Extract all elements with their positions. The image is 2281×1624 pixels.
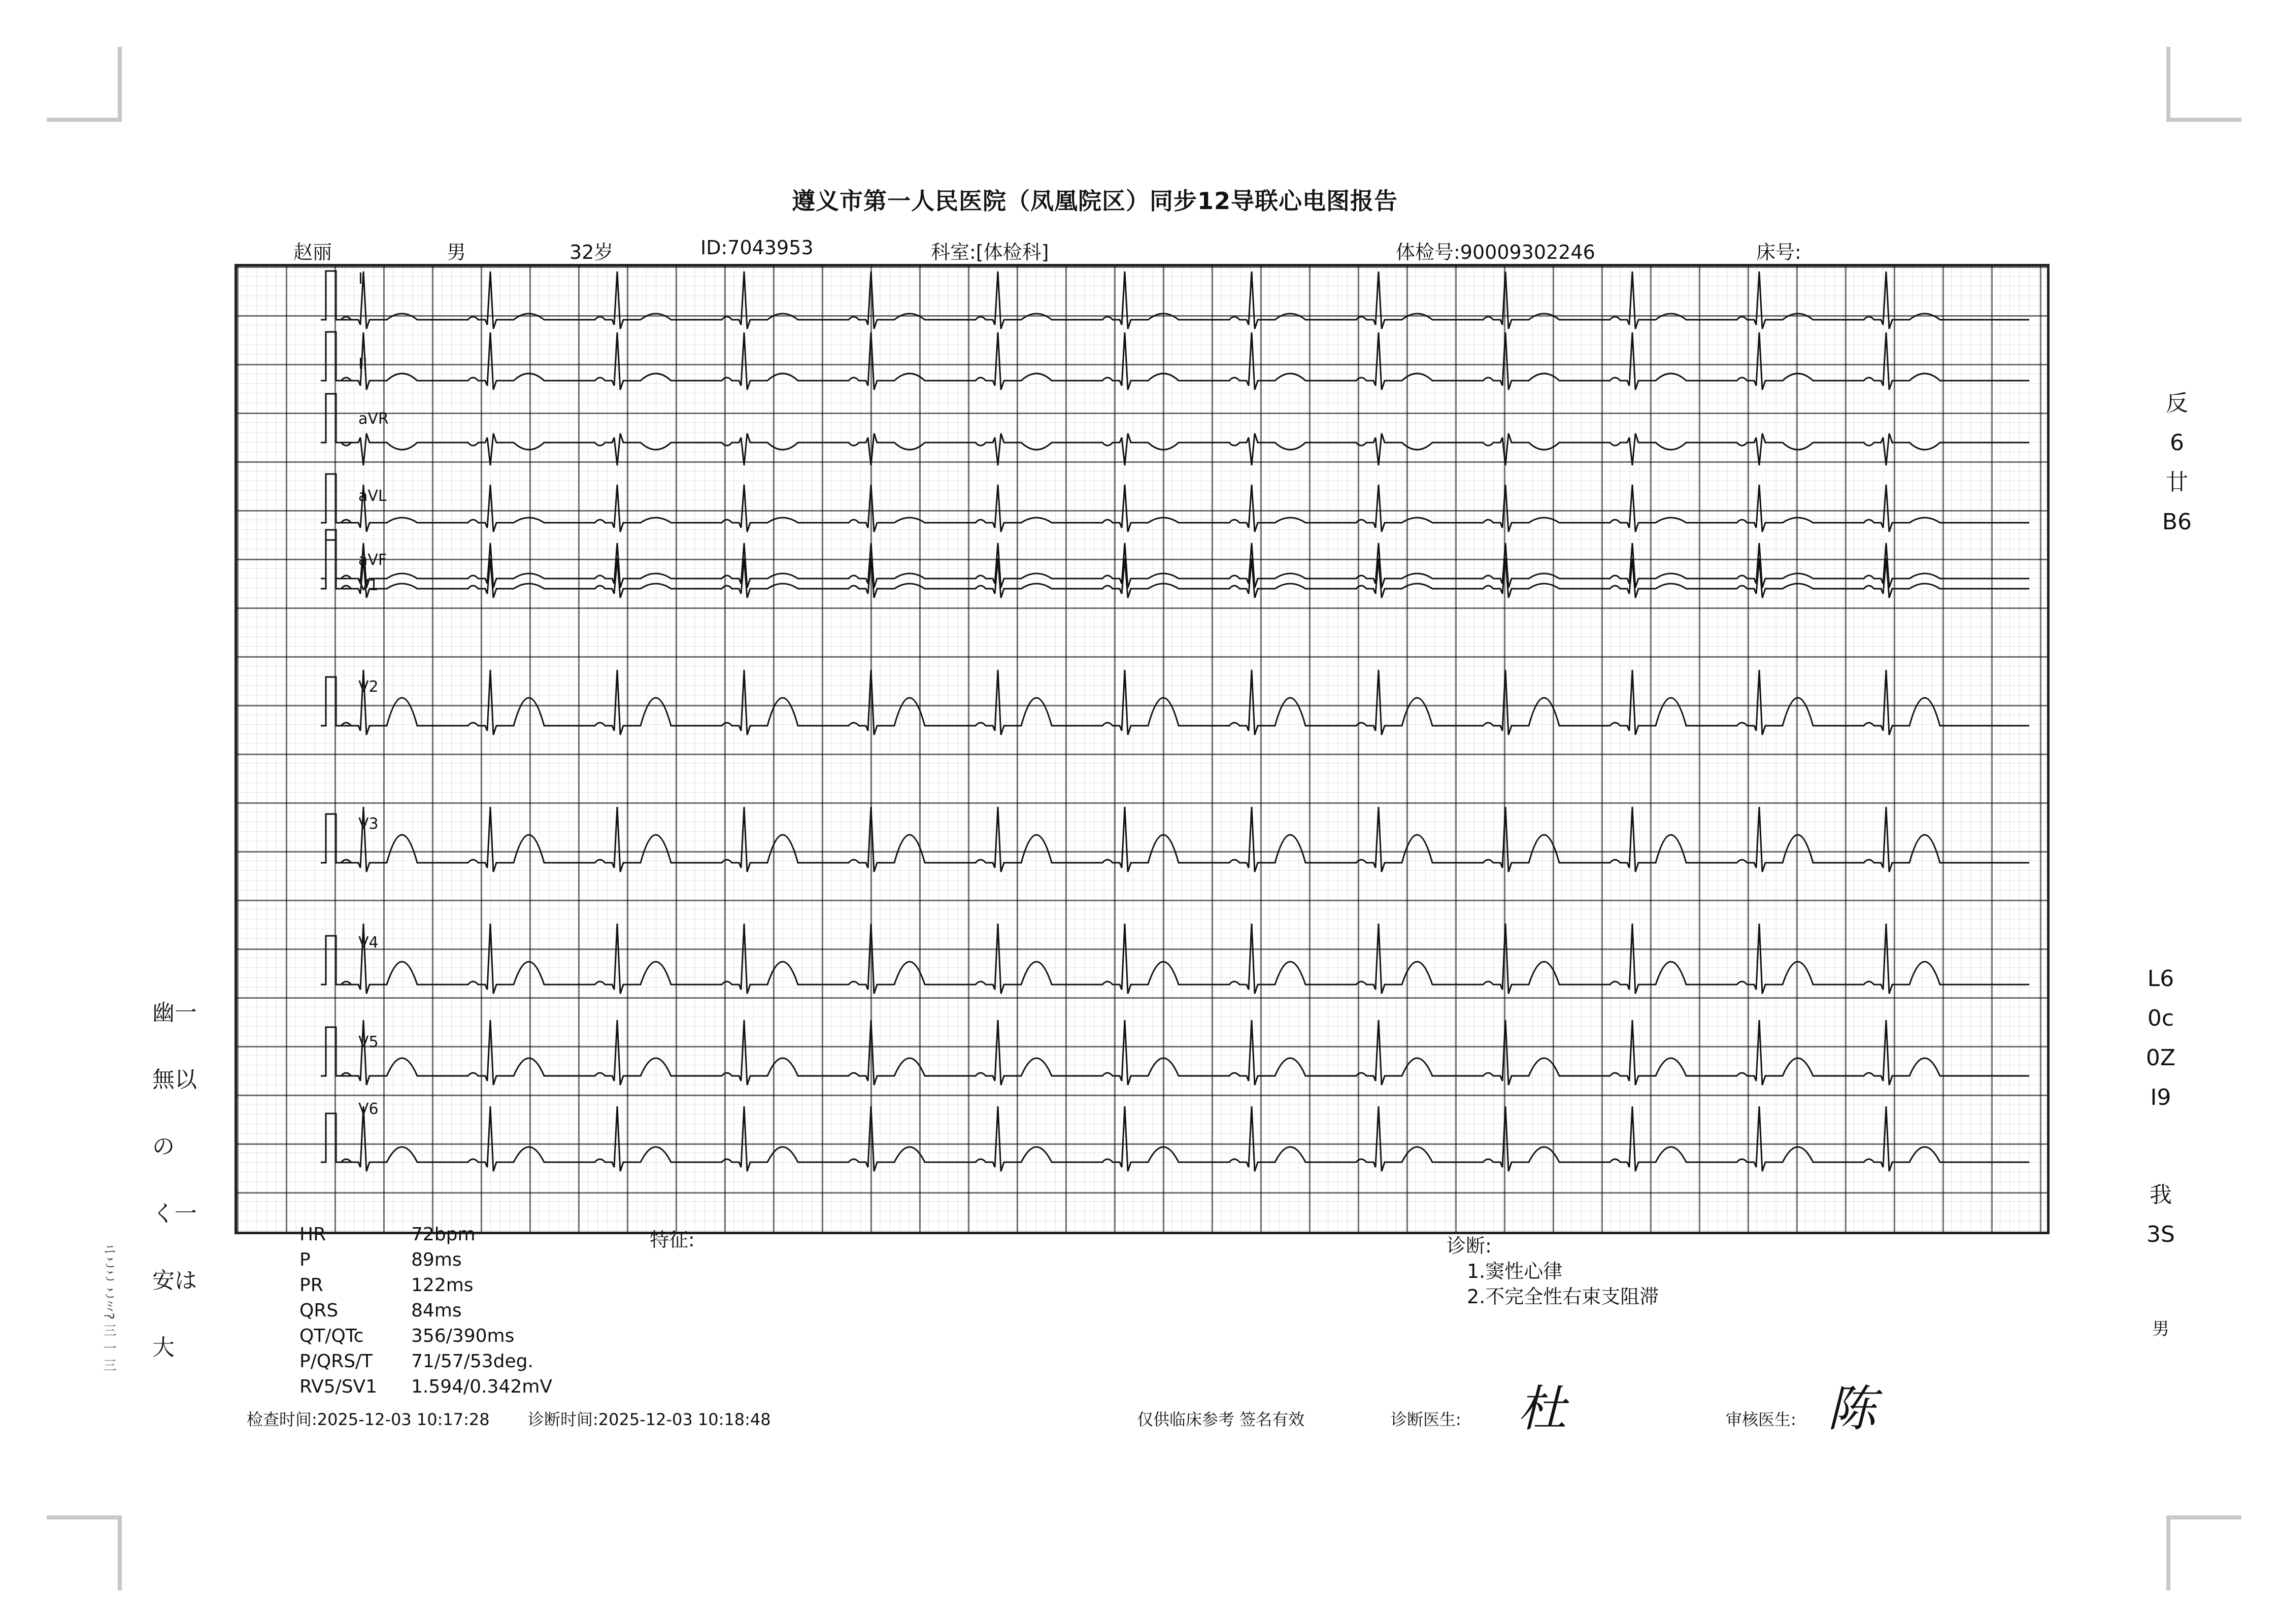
margin-notes-left-small: ニここ こミ? 三 一 三 — [101, 1242, 116, 1372]
margin-notes-left: 幽一 無以 の く一 安は 大 — [152, 1000, 197, 1361]
measurement-row: QT/QTc 356/390ms — [299, 1326, 515, 1346]
ecg-lead-trace — [341, 433, 2029, 465]
patient-name: 赵丽 — [293, 241, 332, 263]
lead-label-ii: II — [358, 355, 367, 373]
measurement-row: P 89ms — [299, 1249, 462, 1270]
diagnosing-doctor-signature: 杜 — [1518, 1380, 1566, 1437]
lead-label-v5: V5 — [358, 1033, 379, 1051]
calibration-pulse — [321, 271, 351, 320]
measurement-row: RV5/SV1 1.594/0.342mV — [299, 1376, 552, 1397]
patient-age: 32岁 — [569, 241, 614, 263]
lead-label-avf: aVF — [358, 551, 387, 569]
bed-number-label: 床号: — [1756, 241, 1801, 263]
calibration-pulse — [321, 1027, 351, 1076]
calibration-pulse — [321, 474, 351, 523]
scan-corner-top-left — [47, 47, 122, 122]
calibration-pulse — [321, 814, 351, 863]
diagnosis-block — [1447, 1233, 1659, 1309]
scan-corner-bottom-right — [2166, 1515, 2241, 1591]
margin-notes-right-low: 我 3S — [2146, 1182, 2175, 1247]
scan-corner-top-right — [2166, 47, 2241, 122]
measurement-row: HR 72bpm — [299, 1224, 476, 1245]
features-label: 特征: — [650, 1229, 695, 1251]
ecg-traces — [234, 264, 2050, 1234]
diagnosing-doctor-label: 诊断医生: — [1391, 1410, 1461, 1429]
margin-notes-right-top: 反 6 廿 B6 — [2162, 390, 2192, 535]
ecg-lead-trace — [341, 670, 2029, 735]
diagnosis-label: 诊断: — [1447, 1235, 1492, 1257]
measurement-row: PR 122ms — [299, 1275, 474, 1296]
margin-note-right-bottom: 男 — [2152, 1319, 2169, 1339]
measurement-row: QRS 84ms — [299, 1300, 462, 1321]
exam-number: 体检号:90009302246 — [1396, 241, 1595, 263]
lead-label-avl: aVL — [358, 487, 387, 505]
margin-notes-right-mid: L6 0c 0Z I9 — [2145, 966, 2176, 1110]
calibration-pulse — [321, 332, 351, 381]
ecg-lead-trace — [341, 485, 2029, 532]
exam-time: 检查时间:2025-12-03 10:17:28 — [247, 1410, 490, 1429]
ecg-lead-trace — [341, 272, 2029, 329]
ecg-lead-trace — [341, 1020, 2029, 1085]
report-title: 遵义市第一人民医院（凤凰院区）同步12导联心电图报告 — [792, 187, 1398, 215]
lead-label-v6: V6 — [358, 1100, 379, 1118]
lead-label-v2: V2 — [358, 678, 379, 696]
ecg-lead-trace — [341, 332, 2029, 390]
diagnosis-time: 诊断时间:2025-12-03 10:18:48 — [528, 1410, 771, 1429]
patient-sex: 男 — [447, 241, 466, 263]
calibration-pulse — [321, 1113, 351, 1162]
calibration-pulse — [321, 936, 351, 985]
measurement-row: P/QRS/T 71/57/53deg. — [299, 1351, 533, 1372]
lead-label-v1: V1 — [358, 577, 379, 594]
ecg-lead-trace — [341, 924, 2029, 994]
ecg-lead-trace — [341, 1106, 2029, 1171]
reviewing-doctor-label: 审核医生: — [1726, 1410, 1796, 1429]
diagnosis-item: 2.不完全性右束支阻滞 — [1467, 1285, 1659, 1308]
reviewing-doctor-signature: 陈 — [1827, 1380, 1876, 1437]
ecg-lead-trace — [341, 543, 2029, 588]
reference-note: 仅供临床参考 签名有效 — [1137, 1410, 1305, 1429]
calibration-pulse — [321, 540, 351, 589]
patient-id: ID:7043953 — [700, 236, 814, 259]
diagnosis-item: 1.窦性心律 — [1467, 1260, 1563, 1282]
lead-label-v3: V3 — [358, 815, 379, 833]
lead-label-avr: aVR — [358, 410, 389, 428]
patient-department: 科室:[体检科] — [931, 241, 1049, 263]
lead-label-v4: V4 — [358, 934, 379, 952]
calibration-pulse — [321, 677, 351, 726]
scan-corner-bottom-left — [47, 1515, 122, 1591]
calibration-pulse — [321, 394, 351, 443]
lead-label-i: I — [358, 270, 363, 288]
ecg-lead-trace — [341, 807, 2029, 872]
